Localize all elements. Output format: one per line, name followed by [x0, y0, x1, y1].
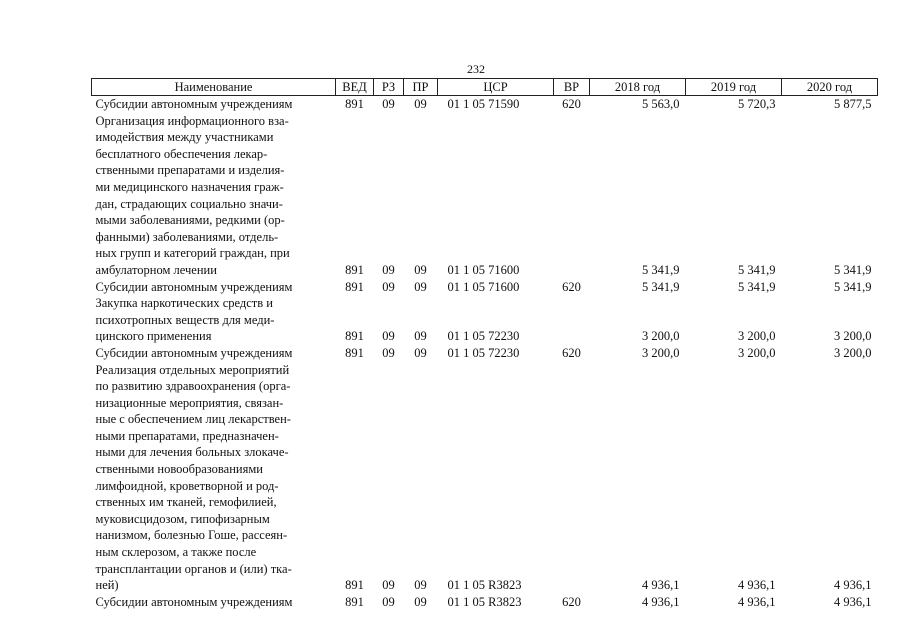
table-row	[92, 113, 878, 279]
table-row	[92, 594, 878, 611]
row-rz: 09	[382, 262, 395, 277]
column-header-2019: 2019 год	[686, 79, 782, 96]
row-amount-2019: 3 200,0	[738, 345, 776, 360]
page-number: 232	[467, 62, 485, 76]
row-rz: 09	[382, 279, 395, 294]
row-amount-2019: 3 200,0	[738, 329, 776, 344]
row-amount-2020: 3 200,0	[834, 329, 872, 344]
row-csr: 01 1 05 72230	[447, 329, 520, 344]
row-pr: 09	[414, 329, 427, 344]
row-amount-2019: 5 720,3	[738, 97, 776, 111]
row-amount-2018: 5 341,9	[642, 262, 680, 277]
row-vr: 620	[562, 279, 581, 294]
row-name: Закупка наркотических средств и психотропных веществ для меди- цинского применения	[95, 296, 275, 344]
row-amount-2020: 4 936,1	[834, 594, 872, 609]
column-header-2020: 2020 год	[782, 79, 878, 96]
row-amount-2019: 4 936,1	[738, 578, 776, 593]
row-ved: 891	[345, 279, 364, 294]
row-name: Субсидии автономным учреждениям	[95, 345, 293, 360]
row-amount-2020: 5 341,9	[834, 279, 872, 294]
row-rz: 09	[382, 329, 395, 344]
table-row	[92, 279, 878, 296]
row-vr: 620	[562, 97, 581, 111]
row-pr: 09	[414, 594, 427, 609]
column-header-2018: 2018 год	[590, 79, 686, 96]
row-pr: 09	[414, 345, 427, 360]
row-rz: 09	[382, 97, 395, 111]
row-amount-2020: 4 936,1	[834, 578, 872, 593]
row-vr: 620	[562, 594, 581, 609]
row-rz: 09	[382, 345, 395, 360]
row-vr	[554, 113, 590, 279]
row-pr: 09	[414, 262, 427, 277]
row-ved: 891	[345, 578, 364, 593]
row-pr: 09	[414, 279, 427, 294]
row-name: Субсидии автономным учреждениям	[95, 279, 293, 294]
row-csr: 01 1 05 72230	[447, 345, 520, 360]
row-ved: 891	[345, 262, 364, 277]
row-name: Субсидии автономным учреждениям	[95, 97, 293, 111]
column-header-ved: ВЕД	[336, 79, 374, 96]
row-ved: 891	[345, 329, 364, 344]
row-name: Реализация отдельных мероприятий по развитию здравоохранения (орга- низационные мероприятия, связан- ные с обеспечением лиц лекарствен- ными препаратами, предназначен- ными для лечения больных злокаче- ственными новообразованиями лимфоидной, кроветворной и род- ственных им тканей, гемофилией, муковисцидозом, гипофизарным нанизмом, болезнью Гоше, рассеян- ным склерозом, а также после трансплантации органов и (или) тка- ней)	[95, 362, 292, 593]
table-row	[92, 345, 878, 362]
table-row	[92, 295, 878, 345]
table-header-row	[92, 79, 878, 96]
row-vr	[554, 295, 590, 345]
row-ved: 891	[345, 97, 364, 111]
row-amount-2018: 3 200,0	[642, 329, 680, 344]
row-amount-2018: 4 936,1	[642, 578, 680, 593]
row-csr: 01 1 05 R3823	[447, 578, 522, 593]
row-amount-2018: 5 563,0	[642, 97, 680, 111]
column-header-pr: ПР	[404, 79, 438, 96]
column-header-csr: ЦСР	[438, 79, 554, 96]
row-amount-2018: 5 341,9	[642, 279, 680, 294]
row-pr: 09	[414, 97, 427, 111]
column-header-rz: РЗ	[374, 79, 404, 96]
row-amount-2019: 4 936,1	[738, 594, 776, 609]
row-amount-2020: 5 341,9	[834, 262, 872, 277]
row-ved: 891	[345, 345, 364, 360]
row-amount-2019: 5 341,9	[738, 262, 776, 277]
row-amount-2018: 4 936,1	[642, 594, 680, 609]
row-amount-2020: 5 877,5	[834, 97, 872, 111]
row-csr: 01 1 05 71590	[447, 97, 520, 111]
row-name: Организация информационного вза- имодействия между участниками бесплатного обеспечения лекар- ственными препаратами и изделия- ми медицинского назначения граж- дан, страдающих социально значи- мыми заболеваниями, редкими (ор- фанными) заболеваниями, отдель- ных групп и категорий граждан, при амбулаторном лечении	[95, 113, 290, 277]
row-csr: 01 1 05 71600	[447, 279, 520, 294]
row-amount-2019: 5 341,9	[738, 279, 776, 294]
budget-table	[91, 78, 878, 610]
row-rz: 09	[382, 594, 395, 609]
column-header-vr: ВР	[554, 79, 590, 96]
row-amount-2020: 3 200,0	[834, 345, 872, 360]
row-csr: 01 1 05 R3823	[447, 594, 522, 609]
table-row	[92, 362, 878, 594]
row-vr	[554, 362, 590, 594]
table-row	[92, 96, 878, 113]
row-vr: 620	[562, 345, 581, 360]
row-name: Субсидии автономным учреждениям	[95, 594, 293, 609]
row-pr: 09	[414, 578, 427, 593]
row-ved: 891	[345, 594, 364, 609]
row-amount-2018: 3 200,0	[642, 345, 680, 360]
row-rz: 09	[382, 578, 395, 593]
column-header-name: Наименование	[92, 79, 336, 96]
row-csr: 01 1 05 71600	[447, 262, 520, 277]
